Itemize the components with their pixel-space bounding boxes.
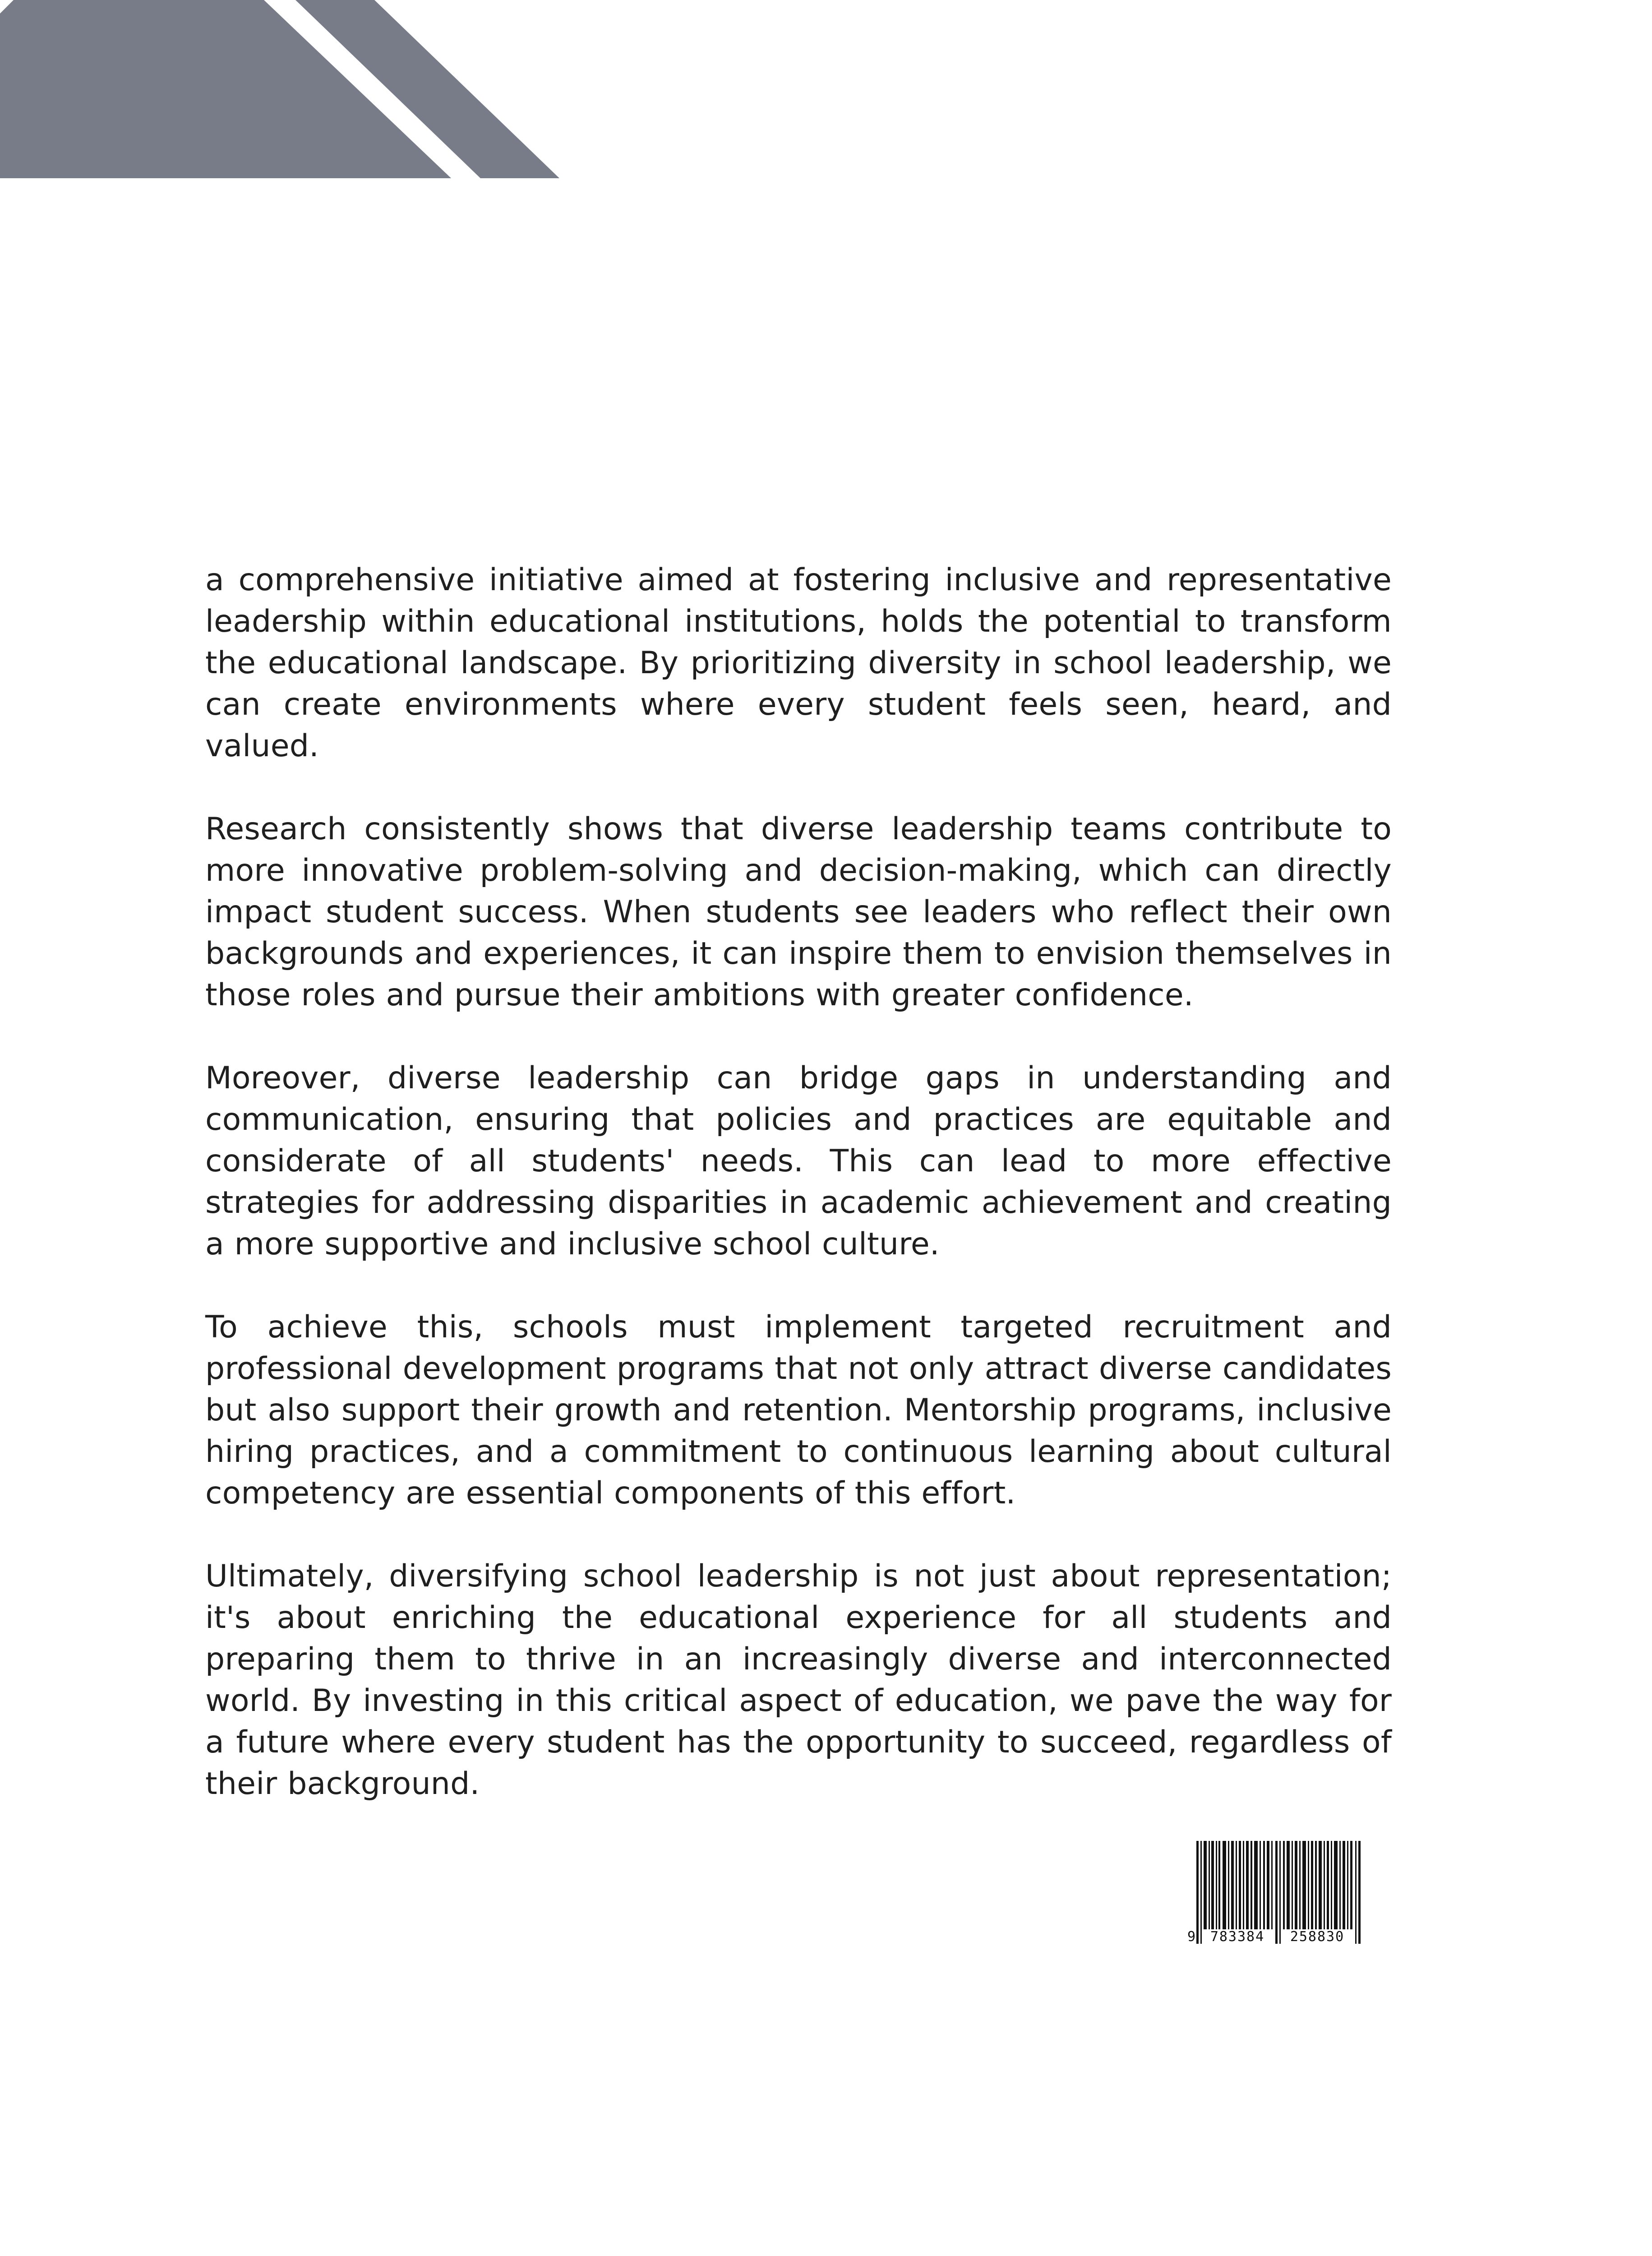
paragraph-2: Research consistently shows that diverse leadership teams contribute to more innovative problem-solving and decision-making, which can directly impact student success. When students see leaders who reflect their own backgrounds and experiences, it can inspire them to envision themselves in those roles and pursue their ambitions with greater confidence. (205, 811, 1392, 1013)
isbn-barcode (1186, 1841, 1376, 1945)
paragraph-5: Ultimately, diversifying school leadership is not just about representation; it's about enriching the educational experience for all students and preparing them to thrive in an increasingly diverse and interconnected world. By investing in this critical aspect of education, we pave the way for a future where every student has the opportunity to succeed, regardless of their background. (205, 1558, 1392, 1802)
barcode-left-digits: 783384 (1210, 1929, 1265, 1945)
paragraph-4: To achieve this, schools must implement targeted recruitment and professional development programs that not only attract diverse candidates but also support their growth and retention. Mentorship programs, inclusive hiring practices, and a commitment to continuous learning about cultural competency are essential components of this effort. (205, 1309, 1392, 1511)
barcode-right-digits: 258830 (1290, 1929, 1345, 1945)
barcode-prefix-digit: 9 (1187, 1929, 1196, 1945)
paragraph-3: Moreover, diverse leadership can bridge gaps in understanding and communication, ensuring that policies and practices are equitable and considerate of all students' needs. This can lead to more effective strategies for addressing disparities in academic achievement and creating a more supportive and inclusive school culture. (205, 1060, 1392, 1262)
body-text (205, 559, 1392, 1805)
corner-diagonal-stripes-decoration (0, 0, 559, 178)
barcode-bars (1196, 1841, 1361, 1944)
paragraph-1: a comprehensive initiative aimed at fostering inclusive and representative leadership within educational institutions, holds the potential to transform the educational landscape. By prioritizing diversity in school leadership, we can create environments where every student feels seen, heard, and valued. (205, 562, 1392, 764)
